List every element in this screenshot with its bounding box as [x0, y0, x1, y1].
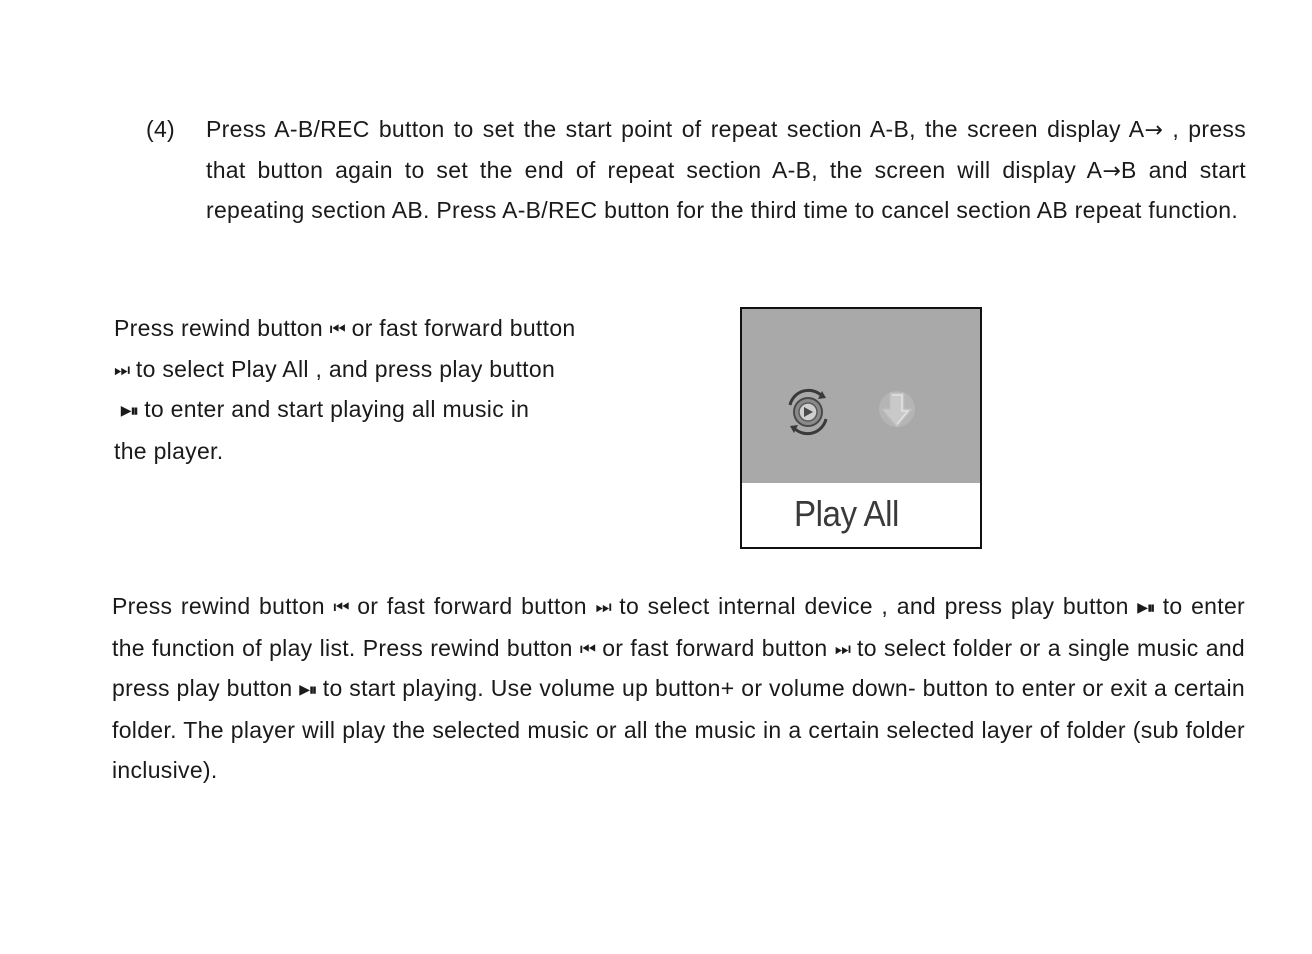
repeat-play-icon	[782, 387, 834, 437]
playlist-text-1: Press rewind button	[112, 593, 334, 619]
step-4-paragraph	[146, 110, 1246, 231]
fast-forward-icon: ⏭	[114, 359, 130, 381]
playlist-text-7: to start playing. Use volume up button+ or volume down- button to enter or exit a certain folder. The player will play the selected music or all the music in a certain selected layer of folder (sub folder inclusive).	[112, 675, 1245, 783]
pause-icon: ⏸	[308, 680, 316, 700]
play-all-text-2: or fast forward button	[344, 315, 576, 341]
play-all-instruction	[114, 309, 654, 472]
step-4-line-2a: A	[1128, 116, 1145, 142]
fast-forward-icon: ⏭	[834, 638, 850, 660]
pause-icon: ⏸	[1147, 598, 1155, 617]
step-4-line-3b: B and start repeating section AB. Press A-B/REC button for the third time to	[206, 156, 1246, 224]
rewind-icon: ⏮	[579, 638, 596, 660]
step-4-line-2b: , press that button again to set the end of repeat section A-B, the screen will	[206, 116, 1247, 183]
pause-icon: ⏸	[130, 401, 138, 421]
playlist-text-6: to select folder or a single music and press play button	[112, 634, 1246, 702]
step-4-body	[206, 110, 1246, 231]
right-arrow-icon: →	[1102, 158, 1122, 184]
play-all-text-1: Press rewind button	[114, 315, 330, 341]
playlist-text-2: or fast forward button	[348, 593, 596, 619]
rewind-icon: ⏮	[329, 319, 345, 340]
screen-icon-area	[742, 309, 980, 483]
step-4-line-3a: display A	[1002, 156, 1103, 183]
play-all-text-3: to select Play All , and press play button	[129, 355, 556, 382]
playlist-text-3: to select internal device , and press play button	[610, 593, 1129, 619]
play-icon: ▶	[1137, 600, 1148, 616]
play-list-instruction	[112, 587, 1245, 791]
screen-label: Play All	[794, 493, 899, 534]
play-icon: ▶	[299, 682, 309, 699]
right-arrow-icon: →	[1144, 118, 1164, 143]
player-screen-illustration	[740, 307, 982, 549]
step-4-line-1: Press A-B/REC button to set the start point of repeat section A-B, the screen display	[206, 116, 1121, 142]
fast-forward-icon: ⏭	[595, 597, 611, 618]
play-all-text-5: the player.	[114, 438, 224, 465]
playlist-text-5: or fast forward button	[595, 634, 835, 661]
download-arrow-icon	[874, 385, 920, 435]
play-all-text-4: to enter and start playing all music in	[137, 396, 530, 423]
rewind-icon: ⏮	[333, 597, 349, 618]
play-icon: ▶	[120, 403, 131, 420]
playlist-text-4: to enter the function of play list. Press rewind button	[112, 593, 1245, 661]
step-4-line-4: cancel section AB repeat function.	[881, 197, 1239, 224]
step-number: (4)	[146, 116, 176, 142]
